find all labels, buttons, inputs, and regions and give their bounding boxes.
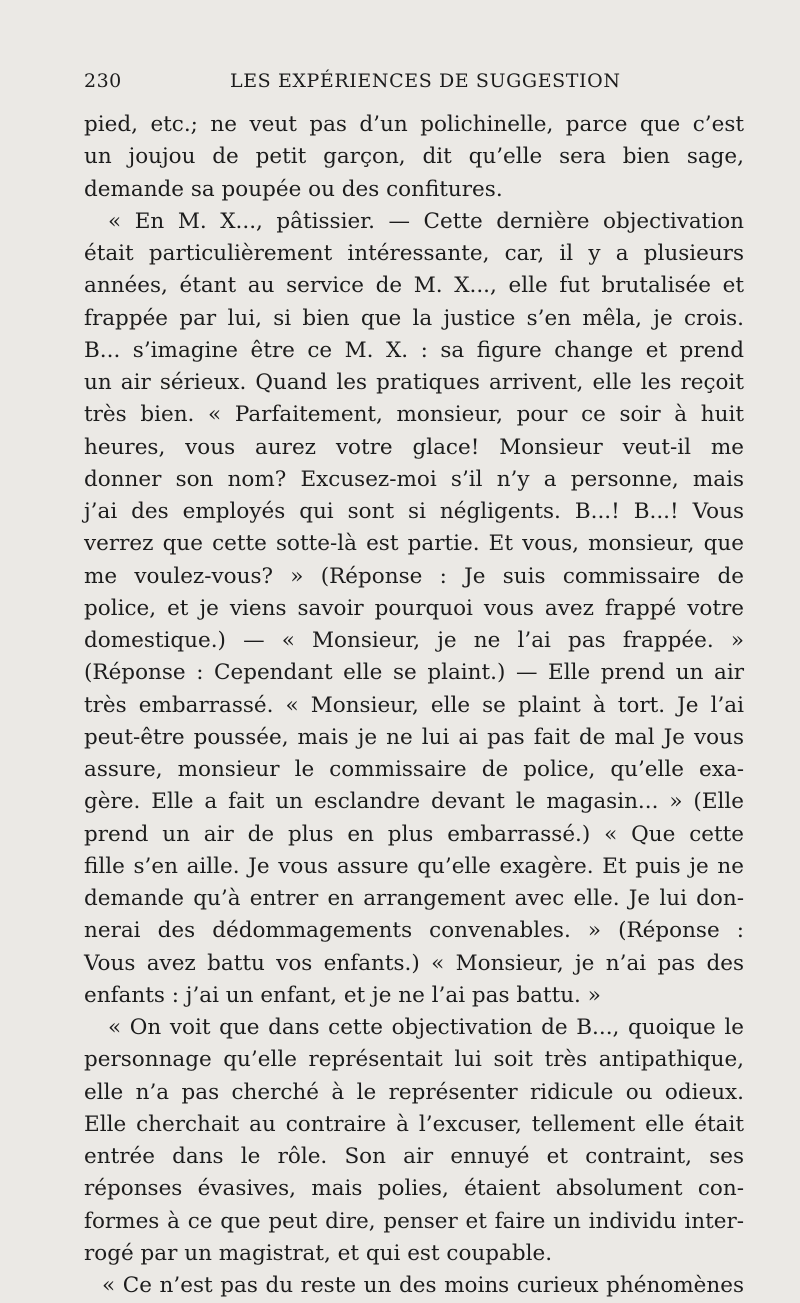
text-line: Vous avez battu vos enfants.) « Monsieur, je n’ai pas des [84,950,744,976]
text-line: fille s’en aille. Je vous assure qu’elle exagère. Et puis je ne [84,853,744,879]
text-line: B... s’imagine être ce M. X. : sa figure change et prend [84,337,744,363]
text-line: demande sa poupée ou des confitures. [84,176,503,202]
text-line: enfants : j’ai un enfant, et je ne l’ai pas battu. » [84,982,601,1008]
text-line: réponses évasives, mais polies, étaient absolument con- [84,1176,744,1202]
text-line: (Réponse : Cependant elle se plaint.) — Elle prend un air [84,660,744,686]
text-line: me voulez-vous? » (Réponse : Je suis commissaire de [84,563,744,589]
text-line: verrez que cette sotte-là est partie. Et vous, monsieur, que [84,531,744,557]
text-line: « On voit que dans cette objectivation de B..., quoique le [108,1015,744,1040]
text-line: gère. Elle a fait un esclandre devant le magasin... » (Elle [84,789,744,815]
text-line: très bien. « Parfaitement, monsieur, pour ce soir à huit [84,402,744,428]
text-line: police, et je viens savoir pourquoi vous avez frappé votre [84,595,744,621]
text-line: un joujou de petit garçon, dit qu’elle sera bien sage, [84,144,744,170]
text-line: Elle cherchait au contraire à l’excuser, tellement elle était [84,1111,744,1137]
text-line: pied, etc.; ne veut pas d’un polichinelle, parce que c’est [84,112,744,137]
text-line: rogé par un magistrat, et qui est coupable. [84,1240,553,1266]
text-line: personnage qu’elle représentait lui soit très antipathique, [84,1047,744,1073]
text-line: heures, vous aurez votre glace! Monsieur veut-il me [84,434,744,460]
text-line: j’ai des employés qui sont si négligents. B...! B...! Vous [84,499,744,524]
text-line: donner son nom? Excusez-moi s’il n’y a personne, mais [84,466,744,492]
text-line: elle n’a pas cherché à le représenter ridicule ou odieux. [84,1079,744,1105]
page-number: 230 [84,70,122,92]
text-line: nerai des dédommagements convenables. » (Réponse : [84,918,744,944]
text-line: peut-être poussée, mais je ne lui ai pas fait de mal Je vous [84,724,744,750]
text-line: très embarrassé. « Monsieur, elle se plaint à tort. Je l’ai [84,692,744,718]
text-line: « Ce n’est pas du reste un des moins curieux phénomènes [102,1273,744,1298]
body-text [84,109,744,1302]
text-line: était particulièrement intéressante, car, il y a plusieurs [84,241,744,266]
text-line: un air sérieux. Quand les pratiques arrivent, elle les reçoit [84,370,744,395]
text-line: formes à ce que peut dire, penser et faire un individu inter- [84,1208,744,1234]
text-line: demande qu’à entrer en arrangement avec elle. Je lui don- [84,886,744,911]
page-header [84,70,621,100]
running-title: LES EXPÉRIENCES DE SUGGESTION [230,70,621,92]
text-line: entrée dans le rôle. Son air ennuyé et contraint, ses [84,1144,744,1169]
text-line: frappée par lui, si bien que la justice s’en mêla, je crois. [84,305,744,331]
text-line: assure, monsieur le commissaire de police, qu’elle exa- [84,757,744,782]
text-line: années, étant au service de M. X..., elle fut brutalisée et [84,273,744,299]
text-line: domestique.) — « Monsieur, je ne l’ai pas frappée. » [84,628,744,653]
text-line: prend un air de plus en plus embarrassé.) « Que cette [84,821,744,847]
text-line: « En M. X..., pâtissier. — Cette dernière objectivation [108,208,744,234]
